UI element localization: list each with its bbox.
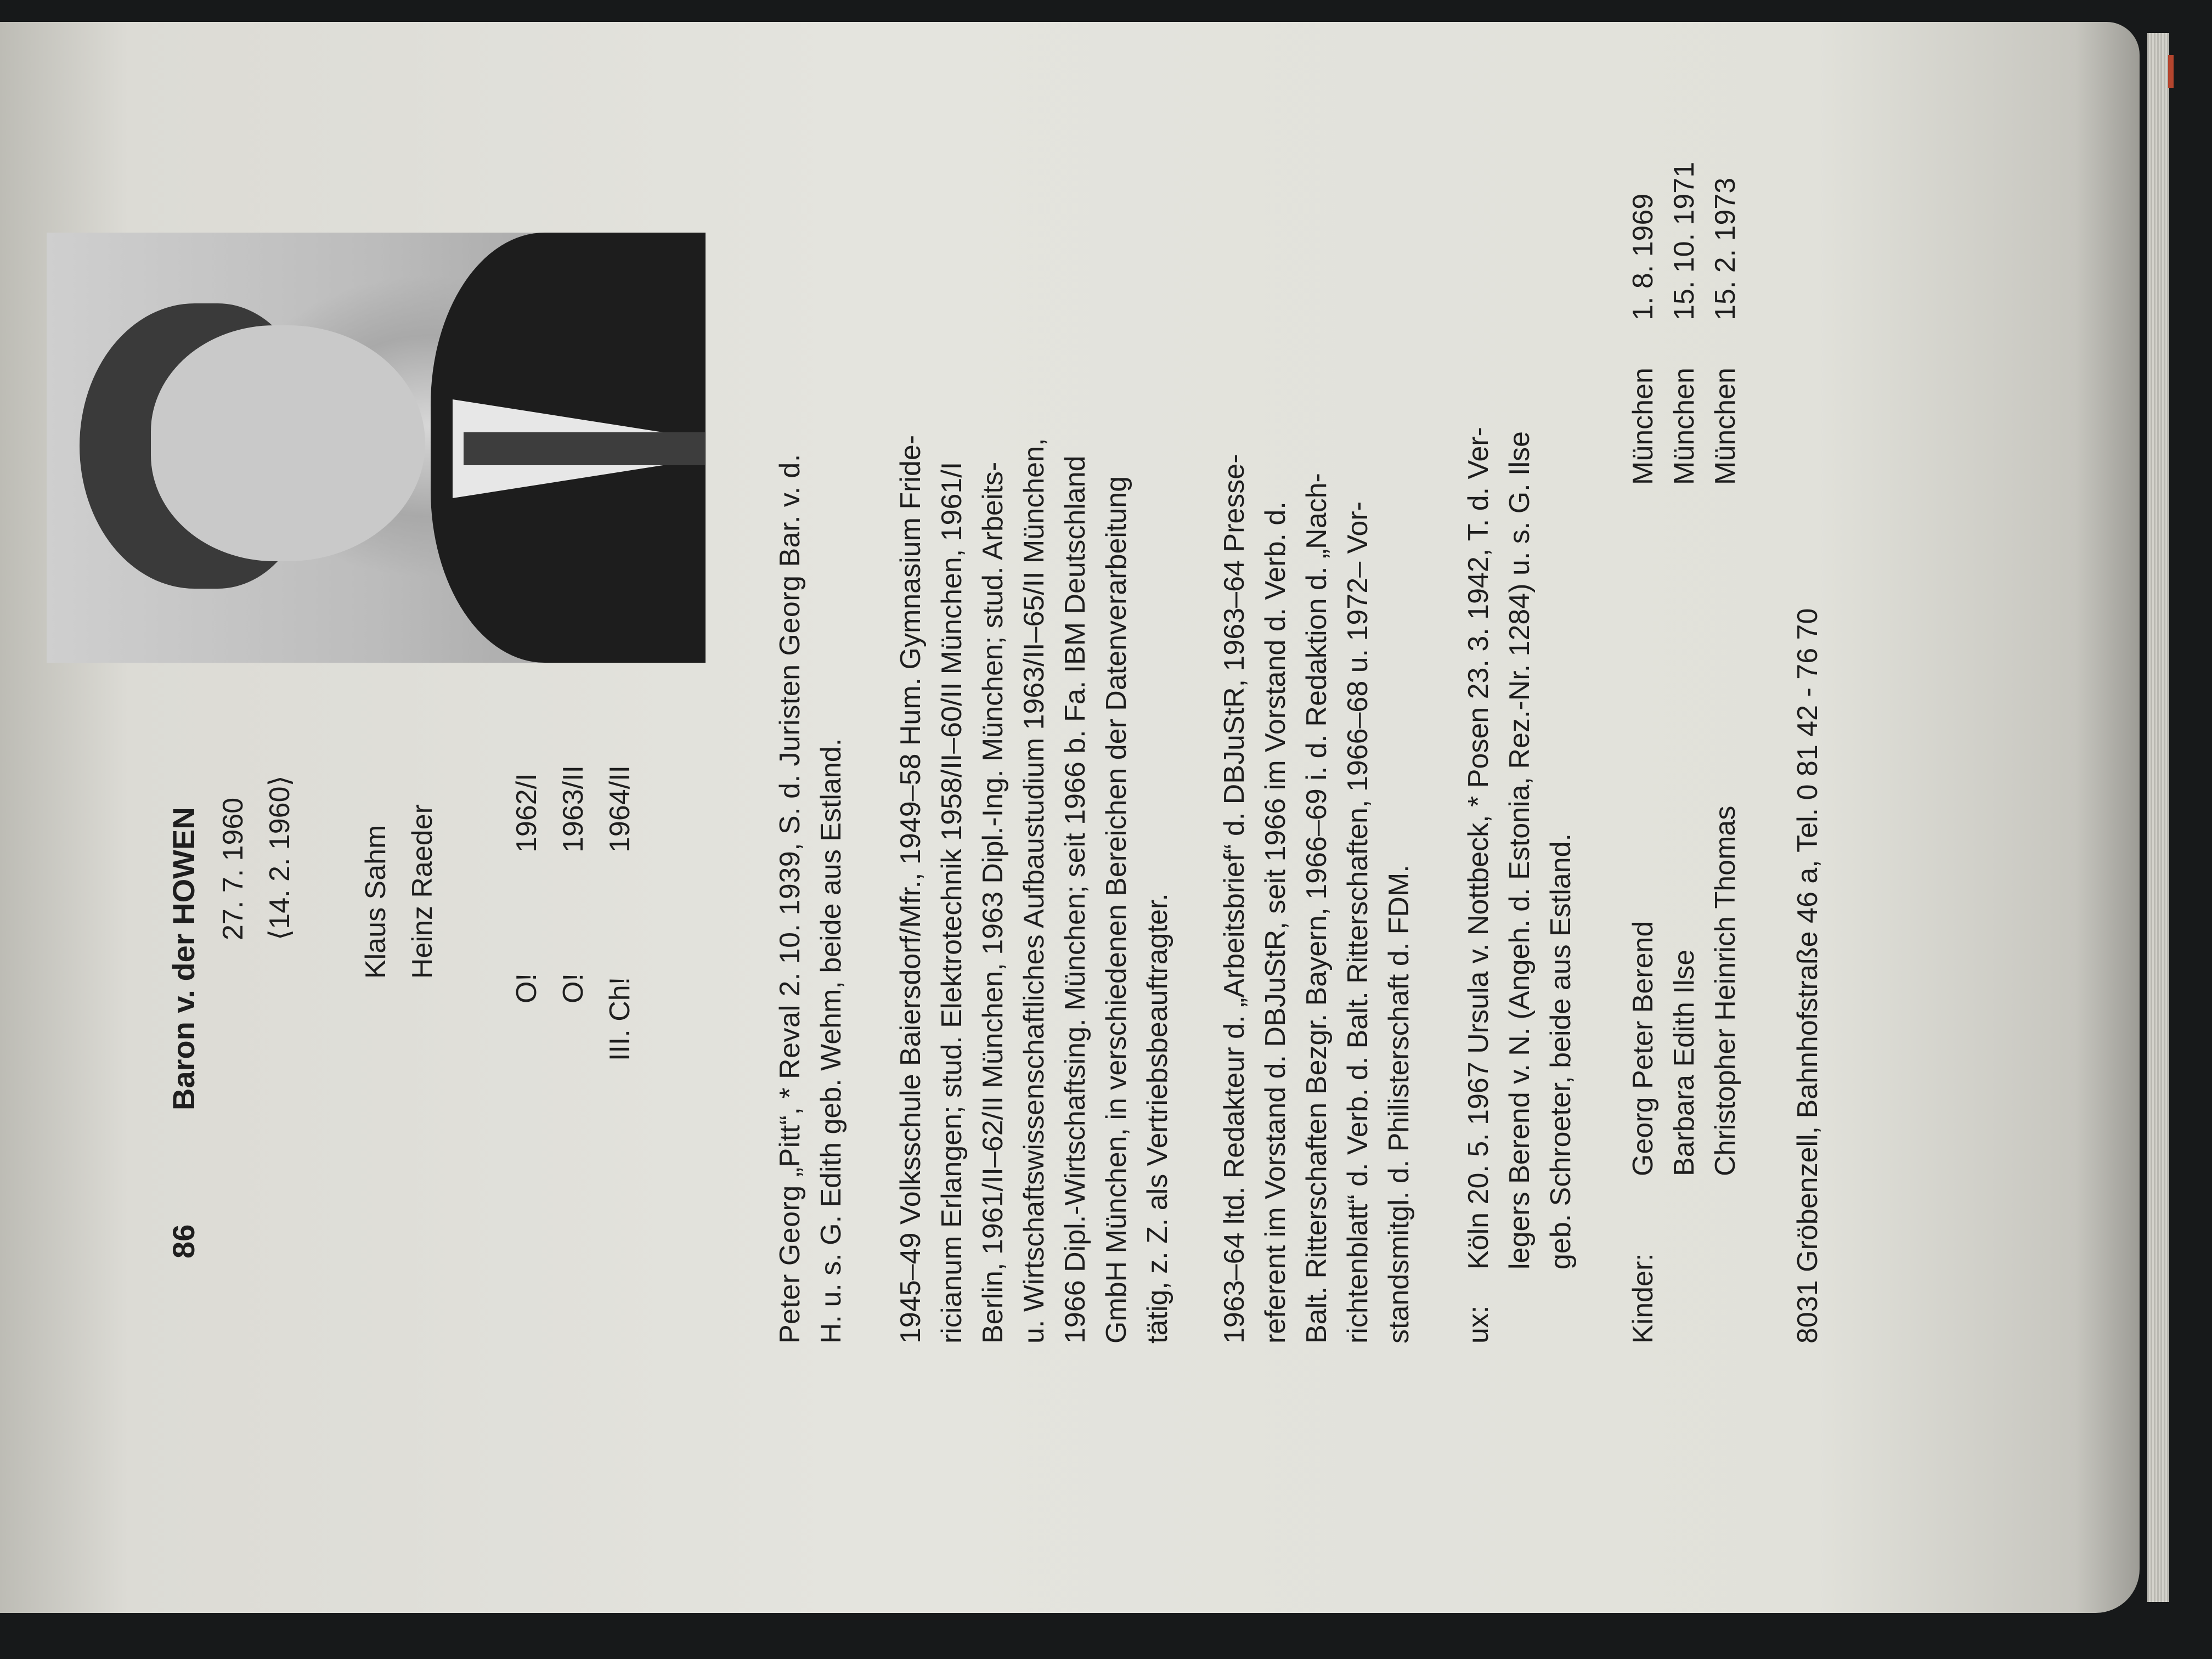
child-date: 1. 8. 1969 [1627, 193, 1659, 320]
text-line: tätig, z. Z. als Vertriebsbeauftragter. [1142, 893, 1173, 1344]
rank-title: III. Ch! [604, 977, 636, 1061]
text-line: geb. Schroeter, beide aus Estland. [1545, 833, 1577, 1269]
text-line: referent im Vorstand d. DBJuStR, seit 1966 im Vorstand d. Verb. d. [1260, 501, 1291, 1344]
text-line: Peter Georg „Pitt“, * Reval 2. 10. 1939, S. d. Juristen Georg Bar. v. d. [774, 454, 806, 1344]
child-name: Georg Peter Berend [1627, 921, 1659, 1176]
entry-date: 27. 7. 1960 [217, 797, 249, 940]
address-line: 8031 Gröbenzell, Bahnhofstraße 46 a, Tel. 0 81 42 - 76 70 [1792, 608, 1824, 1344]
text-line: Berlin, 1961/II–62/II München, 1963 Dipl.-Ing. München; stud. Arbeits- [977, 461, 1009, 1344]
entry-date-bracketed: ⟨14. 2. 1960⟩ [264, 775, 296, 940]
child-place: München [1709, 368, 1741, 485]
text-line: 1963–64 ltd. Redakteur d. „Arbeitsbrief“ d. DBJuStR, 1963–64 Presse- [1218, 454, 1250, 1344]
sponsor: Heinz Raeder [407, 804, 438, 979]
text-line: standsmitgl. d. Philisterschaft d. FDM. [1383, 865, 1415, 1344]
child-name: Christopher Heinrich Thomas [1709, 805, 1741, 1176]
portrait-tie [464, 432, 705, 465]
text-line: Köln 20. 5. 1967 Ursula v. Nottbeck, * Posen 23. 3. 1942, T. d. Ver- [1463, 427, 1494, 1269]
text-line: H. u. s. G. Edith geb. Wehm, beide aus Estland. [815, 738, 847, 1344]
rank-term: 1962/I [511, 773, 543, 853]
children-label: Kinder: [1627, 1253, 1659, 1344]
portrait-face [151, 325, 425, 561]
rank-title: O! [557, 973, 589, 1003]
text-line: GmbH München, in verschiedenen Bereichen der Datenverarbeitung [1101, 476, 1132, 1344]
child-date: 15. 10. 1971 [1668, 161, 1700, 320]
portrait-photo [47, 233, 706, 663]
rank-title: O! [511, 973, 543, 1003]
page-number: 86 [166, 1224, 201, 1259]
child-place: München [1668, 368, 1700, 485]
child-place: München [1627, 368, 1659, 485]
text-line: u. Wirtschaftswissenschaftliches Aufbaustudium 1963/II–65/II München, [1018, 438, 1050, 1344]
text-line: ricianum Erlangen; stud. Elektrotechnik 1958/II–60/II München, 1961/I [936, 461, 968, 1344]
spouse-label: ux: [1463, 1305, 1494, 1344]
text-line: 1945–49 Volksschule Baiersdorf/Mfr., 1949–58 Hum. Gymnasium Fride- [895, 435, 927, 1344]
text-line: Balt. Ritterschaften Bezgr. Bayern, 1966–69 i. d. Redaktion d. „Nach- [1301, 473, 1333, 1344]
entry-name: Baron v. der HOWEN [166, 807, 201, 1110]
text-line: richtenblatt“ d. Verb. d. Balt. Ritterschaften, 1966–68 u. 1972– Vor- [1342, 501, 1374, 1344]
text-line: legers Berend v. N. (Angeh. d. Estonia, Rez.-Nr. 1284) u. s. G. Ilse [1504, 431, 1536, 1269]
rank-term: 1963/II [557, 765, 589, 853]
child-date: 15. 2. 1973 [1709, 177, 1741, 320]
sponsor: Klaus Sahm [360, 825, 392, 979]
text-line: 1966 Dipl.-Wirtschaftsing. München; seit 1966 b. Fa. IBM Deutschland [1059, 455, 1091, 1344]
child-name: Barbara Edith Ilse [1668, 949, 1700, 1176]
rank-term: 1964/II [604, 765, 636, 853]
